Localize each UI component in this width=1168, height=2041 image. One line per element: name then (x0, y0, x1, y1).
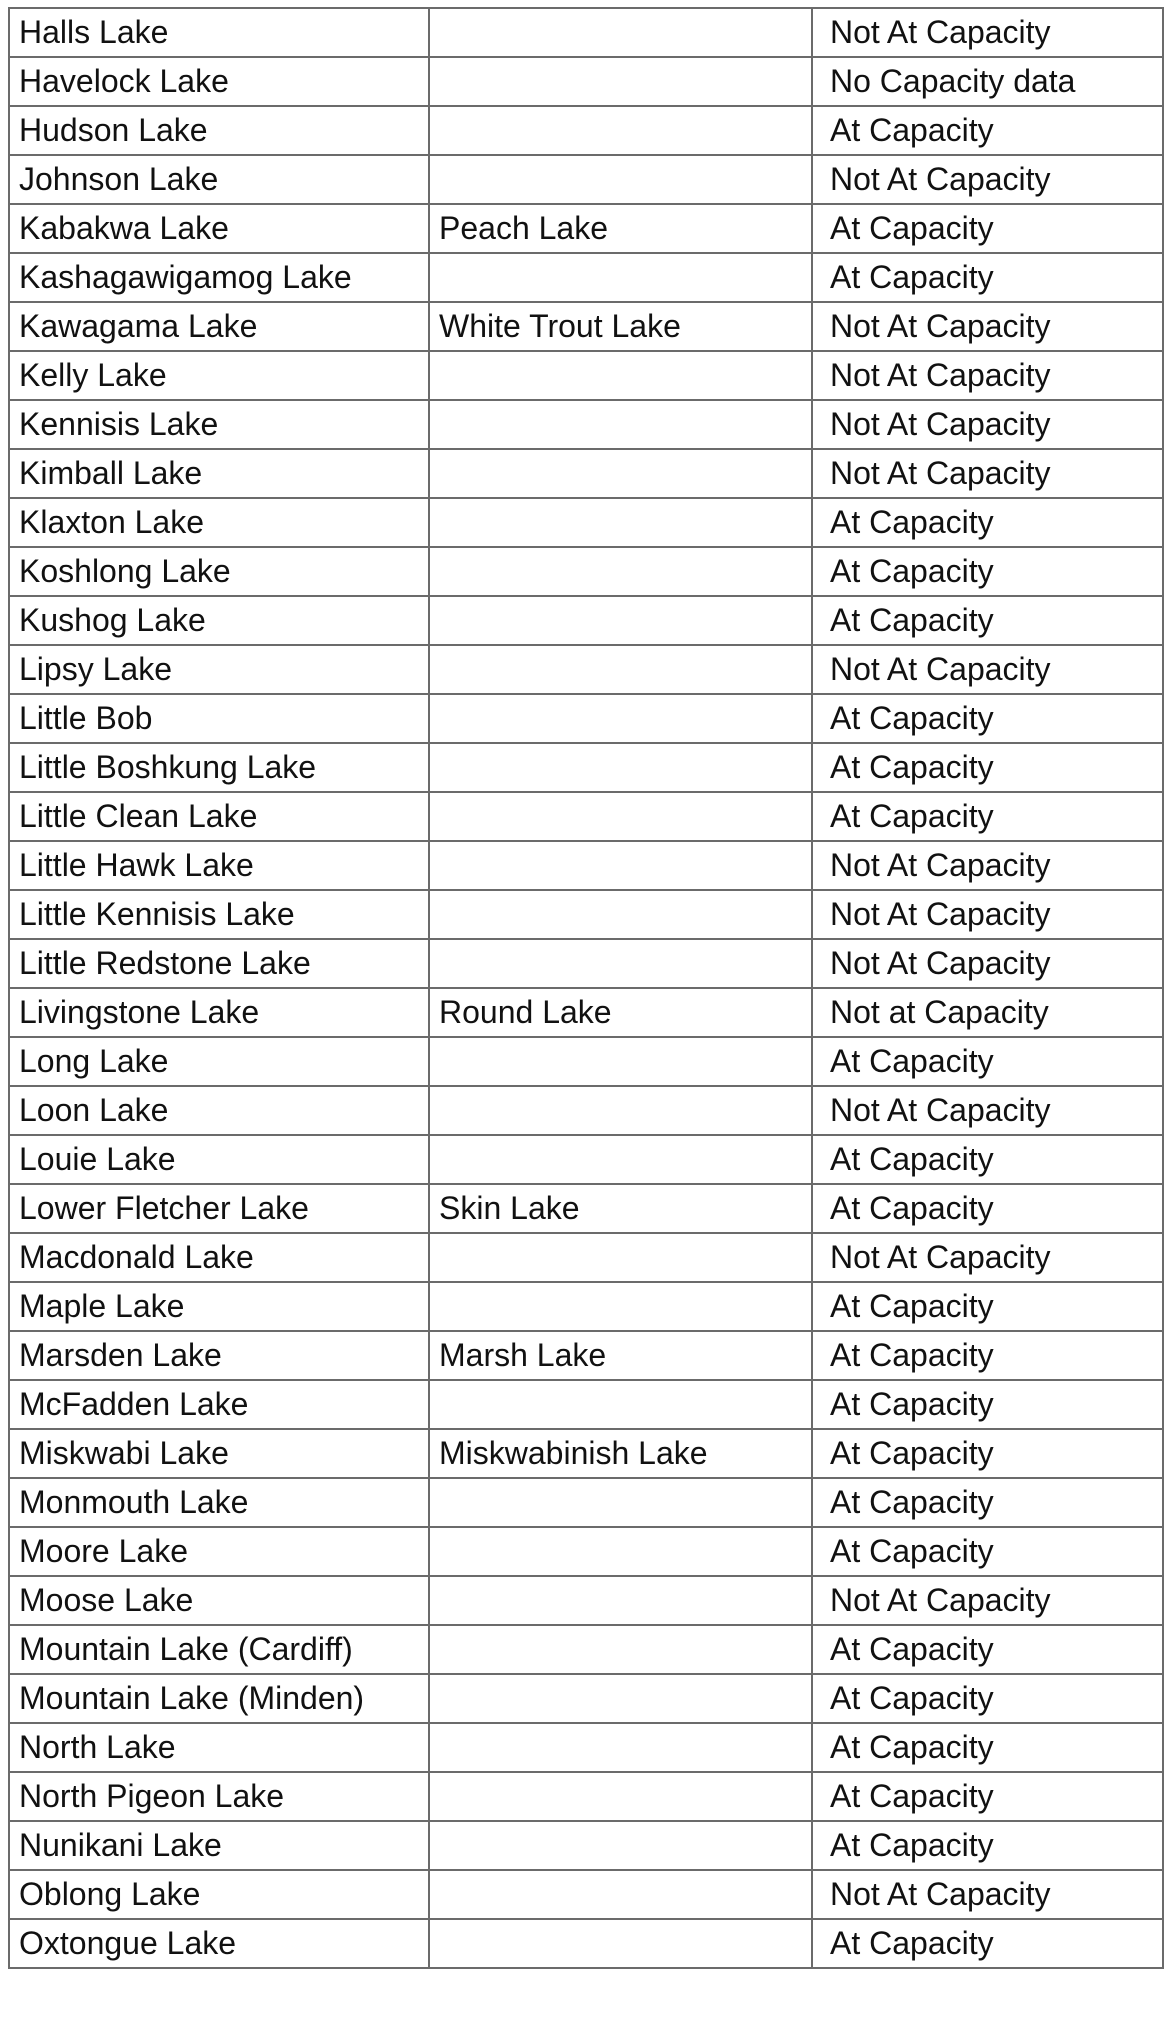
connected-lake-cell: Miskwabinish Lake (429, 1429, 812, 1478)
table-body (9, 8, 1163, 1968)
capacity-status-cell: At Capacity (812, 1821, 1163, 1870)
capacity-status-cell: Not At Capacity (812, 351, 1163, 400)
capacity-status-cell: At Capacity (812, 1135, 1163, 1184)
lake-name-cell: Moose Lake (9, 1576, 429, 1625)
connected-lake-cell (429, 743, 812, 792)
capacity-status-cell: Not At Capacity (812, 1086, 1163, 1135)
capacity-status-cell: At Capacity (812, 1478, 1163, 1527)
lake-name-cell: Moore Lake (9, 1527, 429, 1576)
lake-name-cell: Kimball Lake (9, 449, 429, 498)
table-row (9, 1772, 1163, 1821)
lake-name-cell: Mountain Lake (Minden) (9, 1674, 429, 1723)
table-row (9, 1233, 1163, 1282)
capacity-status-cell: Not At Capacity (812, 302, 1163, 351)
connected-lake-cell (429, 1772, 812, 1821)
capacity-status-cell: At Capacity (812, 1919, 1163, 1968)
table-row (9, 1135, 1163, 1184)
capacity-status-cell: Not At Capacity (812, 1233, 1163, 1282)
table-row (9, 1037, 1163, 1086)
connected-lake-cell (429, 792, 812, 841)
capacity-status-cell: At Capacity (812, 1625, 1163, 1674)
capacity-status-cell: Not At Capacity (812, 939, 1163, 988)
connected-lake-cell (429, 1674, 812, 1723)
capacity-status-cell: At Capacity (812, 1282, 1163, 1331)
capacity-status-cell: At Capacity (812, 743, 1163, 792)
table-row (9, 204, 1163, 253)
table-row (9, 1086, 1163, 1135)
capacity-status-cell: At Capacity (812, 596, 1163, 645)
capacity-status-cell: Not At Capacity (812, 890, 1163, 939)
connected-lake-cell (429, 1135, 812, 1184)
lake-name-cell: Oblong Lake (9, 1870, 429, 1919)
lake-name-cell: Lipsy Lake (9, 645, 429, 694)
capacity-status-cell: At Capacity (812, 253, 1163, 302)
lake-name-cell: Kennisis Lake (9, 400, 429, 449)
connected-lake-cell: Round Lake (429, 988, 812, 1037)
table-row (9, 1821, 1163, 1870)
capacity-status-cell: At Capacity (812, 498, 1163, 547)
lake-name-cell: Macdonald Lake (9, 1233, 429, 1282)
connected-lake-cell (429, 351, 812, 400)
lake-name-cell: Little Hawk Lake (9, 841, 429, 890)
connected-lake-cell (429, 449, 812, 498)
capacity-status-cell: At Capacity (812, 1331, 1163, 1380)
table-row (9, 1527, 1163, 1576)
capacity-status-cell: At Capacity (812, 694, 1163, 743)
capacity-status-cell: Not At Capacity (812, 155, 1163, 204)
lake-name-cell: Hudson Lake (9, 106, 429, 155)
connected-lake-cell (429, 1576, 812, 1625)
connected-lake-cell (429, 841, 812, 890)
lake-name-cell: Mountain Lake (Cardiff) (9, 1625, 429, 1674)
capacity-status-cell: Not At Capacity (812, 645, 1163, 694)
lake-name-cell: Little Bob (9, 694, 429, 743)
table-row (9, 498, 1163, 547)
table-row (9, 1870, 1163, 1919)
table-row (9, 8, 1163, 57)
lake-name-cell: Havelock Lake (9, 57, 429, 106)
connected-lake-cell (429, 1625, 812, 1674)
table-row (9, 1723, 1163, 1772)
table-row (9, 253, 1163, 302)
table-row (9, 547, 1163, 596)
lake-capacity-document (8, 7, 1162, 1969)
table-row (9, 1184, 1163, 1233)
table-row (9, 351, 1163, 400)
lake-name-cell: Little Clean Lake (9, 792, 429, 841)
capacity-status-cell: At Capacity (812, 1037, 1163, 1086)
capacity-status-cell: No Capacity data (812, 57, 1163, 106)
lake-name-cell: North Pigeon Lake (9, 1772, 429, 1821)
capacity-status-cell: At Capacity (812, 1527, 1163, 1576)
table-row (9, 1919, 1163, 1968)
connected-lake-cell (429, 547, 812, 596)
connected-lake-cell: Skin Lake (429, 1184, 812, 1233)
connected-lake-cell (429, 694, 812, 743)
table-row (9, 57, 1163, 106)
connected-lake-cell (429, 498, 812, 547)
lake-name-cell: McFadden Lake (9, 1380, 429, 1429)
connected-lake-cell (429, 890, 812, 939)
lake-name-cell: Miskwabi Lake (9, 1429, 429, 1478)
connected-lake-cell (429, 106, 812, 155)
capacity-status-cell: At Capacity (812, 1184, 1163, 1233)
connected-lake-cell (429, 1723, 812, 1772)
table-row (9, 1331, 1163, 1380)
table-row (9, 939, 1163, 988)
connected-lake-cell: White Trout Lake (429, 302, 812, 351)
lake-name-cell: Monmouth Lake (9, 1478, 429, 1527)
table-row (9, 449, 1163, 498)
table-row (9, 596, 1163, 645)
capacity-status-cell: At Capacity (812, 204, 1163, 253)
connected-lake-cell (429, 596, 812, 645)
table-row (9, 645, 1163, 694)
lake-capacity-table (8, 7, 1164, 1969)
lake-name-cell: Kushog Lake (9, 596, 429, 645)
lake-name-cell: Kabakwa Lake (9, 204, 429, 253)
capacity-status-cell: Not at Capacity (812, 988, 1163, 1037)
lake-name-cell: Klaxton Lake (9, 498, 429, 547)
connected-lake-cell (429, 1233, 812, 1282)
table-row (9, 694, 1163, 743)
connected-lake-cell (429, 1478, 812, 1527)
lake-name-cell: Little Redstone Lake (9, 939, 429, 988)
capacity-status-cell: At Capacity (812, 792, 1163, 841)
table-row (9, 1380, 1163, 1429)
capacity-status-cell: Not At Capacity (812, 449, 1163, 498)
table-row (9, 1478, 1163, 1527)
table-row (9, 400, 1163, 449)
lake-name-cell: Lower Fletcher Lake (9, 1184, 429, 1233)
table-row (9, 106, 1163, 155)
table-row (9, 1282, 1163, 1331)
table-row (9, 1429, 1163, 1478)
connected-lake-cell (429, 1919, 812, 1968)
connected-lake-cell (429, 939, 812, 988)
table-row (9, 743, 1163, 792)
connected-lake-cell (429, 1282, 812, 1331)
connected-lake-cell: Peach Lake (429, 204, 812, 253)
capacity-status-cell: Not At Capacity (812, 1870, 1163, 1919)
lake-name-cell: North Lake (9, 1723, 429, 1772)
table-row (9, 841, 1163, 890)
table-row (9, 890, 1163, 939)
capacity-status-cell: At Capacity (812, 1380, 1163, 1429)
connected-lake-cell (429, 1037, 812, 1086)
connected-lake-cell (429, 8, 812, 57)
capacity-status-cell: Not At Capacity (812, 8, 1163, 57)
connected-lake-cell (429, 1086, 812, 1135)
capacity-status-cell: Not At Capacity (812, 841, 1163, 890)
lake-name-cell: Kashagawigamog Lake (9, 253, 429, 302)
capacity-status-cell: At Capacity (812, 1429, 1163, 1478)
capacity-status-cell: Not At Capacity (812, 1576, 1163, 1625)
table-row (9, 302, 1163, 351)
capacity-status-cell: At Capacity (812, 1674, 1163, 1723)
connected-lake-cell (429, 400, 812, 449)
connected-lake-cell (429, 1821, 812, 1870)
lake-name-cell: Johnson Lake (9, 155, 429, 204)
lake-name-cell: Little Kennisis Lake (9, 890, 429, 939)
table-row (9, 988, 1163, 1037)
table-row (9, 155, 1163, 204)
lake-name-cell: Little Boshkung Lake (9, 743, 429, 792)
connected-lake-cell (429, 155, 812, 204)
lake-name-cell: Long Lake (9, 1037, 429, 1086)
lake-name-cell: Marsden Lake (9, 1331, 429, 1380)
connected-lake-cell (429, 1380, 812, 1429)
connected-lake-cell (429, 253, 812, 302)
capacity-status-cell: Not At Capacity (812, 400, 1163, 449)
lake-name-cell: Kawagama Lake (9, 302, 429, 351)
capacity-status-cell: At Capacity (812, 547, 1163, 596)
capacity-status-cell: At Capacity (812, 106, 1163, 155)
lake-name-cell: Halls Lake (9, 8, 429, 57)
connected-lake-cell: Marsh Lake (429, 1331, 812, 1380)
lake-name-cell: Livingstone Lake (9, 988, 429, 1037)
lake-name-cell: Maple Lake (9, 1282, 429, 1331)
lake-name-cell: Oxtongue Lake (9, 1919, 429, 1968)
table-row (9, 792, 1163, 841)
capacity-status-cell: At Capacity (812, 1723, 1163, 1772)
table-row (9, 1625, 1163, 1674)
lake-name-cell: Loon Lake (9, 1086, 429, 1135)
lake-name-cell: Koshlong Lake (9, 547, 429, 596)
lake-name-cell: Kelly Lake (9, 351, 429, 400)
table-row (9, 1576, 1163, 1625)
connected-lake-cell (429, 1870, 812, 1919)
table-row (9, 1674, 1163, 1723)
connected-lake-cell (429, 645, 812, 694)
connected-lake-cell (429, 1527, 812, 1576)
lake-name-cell: Louie Lake (9, 1135, 429, 1184)
lake-name-cell: Nunikani Lake (9, 1821, 429, 1870)
capacity-status-cell: At Capacity (812, 1772, 1163, 1821)
connected-lake-cell (429, 57, 812, 106)
